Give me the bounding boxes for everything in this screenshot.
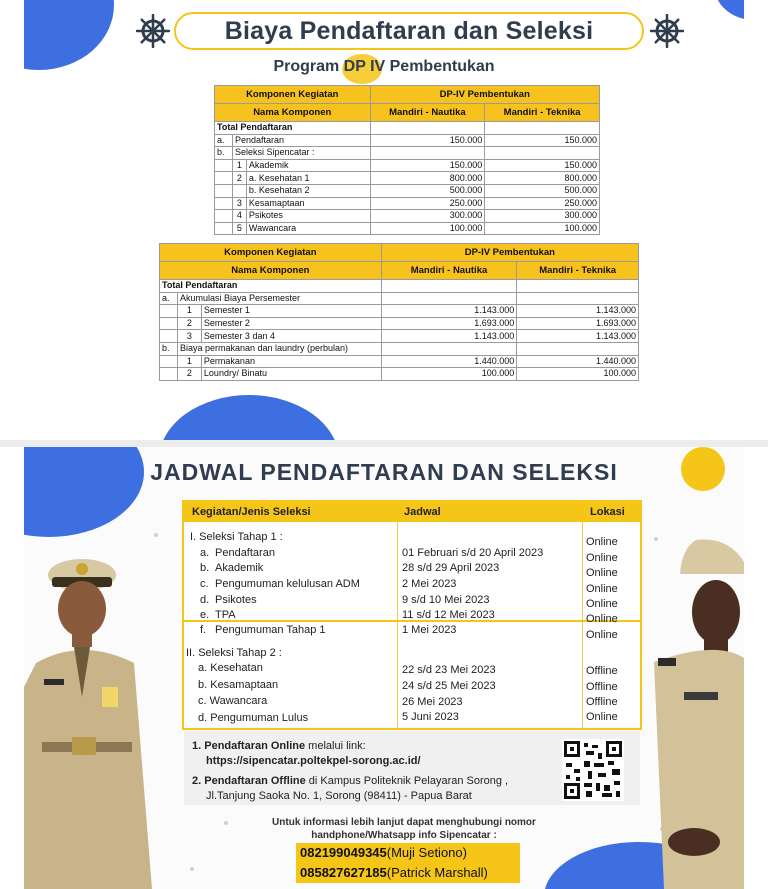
page-title: Biaya Pendaftaran dan Seleksi <box>224 16 594 45</box>
location-label: Online <box>586 567 618 579</box>
table-row: 5 Wawancara 100.000 100.000 <box>215 222 600 235</box>
stage1-item-letter: d. <box>200 594 210 606</box>
table-row: a. Pendaftaran 150.000 150.000 <box>215 134 600 147</box>
location-label: Online <box>586 552 618 564</box>
table-row: b. Kesehatan 2 500.000 500.000 <box>215 184 600 197</box>
stage1-item-date: 01 Februari s/d 20 April 2023 <box>402 547 544 559</box>
ship-wheel-icon <box>650 14 684 48</box>
contact-instructions: Untuk informasi lebih lanjut dapat menghubungi nomor handphone/Whatsapp info Sipencatar : <box>272 817 536 841</box>
table-section-row: Total Pendaftaran <box>160 280 639 293</box>
location-label: Online <box>586 583 618 595</box>
semester-fee-table <box>159 243 639 381</box>
table-row: b. Biaya permakanan dan laundry (perbulan) <box>160 342 639 355</box>
stage1-title: I. Seleksi Tahap 1 : <box>190 531 283 543</box>
stage2-item-date: 24 s/d 25 Mei 2023 <box>402 680 496 692</box>
table-row: 2 Semester 2 1.693.000 1.693.000 <box>160 317 639 330</box>
table-subheader: Nama Komponen Mandiri - Nautika Mandiri - Teknika <box>215 104 600 122</box>
table-row: b. Seleksi Sipencatar : <box>215 147 600 160</box>
fee-page <box>24 0 744 440</box>
table-row: 1 Akademik 150.000 150.000 <box>215 159 600 172</box>
table-subheader: Nama Komponen Mandiri - Nautika Mandiri - Teknika <box>160 262 639 280</box>
blue-bottom-shape <box>159 395 339 440</box>
stage1-item-letter: e. <box>200 609 210 621</box>
stage2-item-name: c. Wawancara <box>198 695 268 707</box>
stage1-item-name: Pengumuman kelulusan ADM <box>215 578 360 590</box>
decorative-dot <box>154 533 158 537</box>
stage1-item-date: 11 s/d 12 Mei 2023 <box>402 609 495 621</box>
table-row: 1 Permakanan 1.440.000 1.440.000 <box>160 355 639 368</box>
stage1-item-letter: a. <box>200 547 210 559</box>
female-cadet-photo <box>24 547 184 889</box>
column-header-kegiatan: Kegiatan/Jenis Seleksi <box>192 506 311 518</box>
qr-code-icon <box>562 739 624 801</box>
stage1-item-name: Pengumuman Tahap 1 <box>215 624 326 636</box>
location-label: Offline <box>586 665 618 677</box>
table-row: 3 Kesamaptaan 250.000 250.000 <box>215 197 600 210</box>
stage1-item-letter: f. <box>200 624 207 636</box>
schedule-header <box>184 502 640 522</box>
table-row: 2 Loundry/ Binatu 100.000 100.000 <box>160 368 639 381</box>
ship-wheel-icon <box>136 14 170 48</box>
phone-contact-patrick[interactable]: 085827627185(Patrick Marshall) <box>296 863 520 883</box>
male-cadet-photo <box>636 532 744 889</box>
table-row: 3 Semester 3 dan 4 1.143.000 1.143.000 <box>160 330 639 343</box>
column-header-lokasi: Lokasi <box>590 506 625 518</box>
stage1-item-name: Pendaftaran <box>215 547 275 559</box>
location-label: Online <box>586 598 618 610</box>
schedule-title: JADWAL PENDAFTARAN DAN SELEKSI <box>150 459 618 485</box>
stage2-item-date: 22 s/d 23 Mei 2023 <box>402 664 496 676</box>
table-header: Komponen Kegiatan DP-IV Pembentukan <box>215 86 600 104</box>
table-section-row: Total Pendaftaran <box>215 122 600 135</box>
column-divider <box>582 522 583 728</box>
location-label: Online <box>586 711 618 723</box>
location-label: Offline <box>586 696 618 708</box>
location-label: Online <box>586 536 618 548</box>
table-row: 2 a. Kesehatan 1 800.000 800.000 <box>215 172 600 185</box>
stage2-item-name: b. Kesamaptaan <box>198 679 279 691</box>
stage1-item-name: Akademik <box>215 562 264 574</box>
blue-corner-shape <box>714 0 744 20</box>
stage1-item-date: 28 s/d 29 April 2023 <box>402 562 500 574</box>
column-divider <box>397 522 398 728</box>
table-row: a. Akumulasi Biaya Persemester <box>160 292 639 305</box>
stage2-item-name: d. Pengumuman Lulus <box>198 712 309 724</box>
stage2-item-name: a. Kesehatan <box>198 662 263 674</box>
table-header: Komponen Kegiatan DP-IV Pembentukan <box>160 244 639 262</box>
phone-contact-muji[interactable]: 082199049345(Muji Setiono) <box>296 843 520 863</box>
stage1-item-date: 2 Mei 2023 <box>402 578 457 590</box>
location-label: Offline <box>586 681 618 693</box>
program-subtitle: Program DP IV Pembentukan <box>273 58 495 75</box>
page-title-banner <box>174 12 644 50</box>
table-row: 1 Semester 1 1.143.000 1.143.000 <box>160 305 639 318</box>
stage2-item-date: 5 Juni 2023 <box>402 711 459 723</box>
schedule-table <box>182 500 642 730</box>
offline-registration-line: 2. Pendaftaran Offline di Kampus Politeknik Pelayaran Sorong , <box>192 775 509 787</box>
stage1-item-name: Psikotes <box>215 594 257 606</box>
schedule-page <box>24 447 744 889</box>
column-header-jadwal: Jadwal <box>404 506 441 518</box>
stage1-item-date: 9 s/d 10 Mei 2023 <box>402 594 490 606</box>
decorative-dot <box>224 821 228 825</box>
location-label: Online <box>586 613 618 625</box>
registration-fee-table <box>214 85 600 235</box>
stage2-title: II. Seleksi Tahap 2 : <box>186 647 282 659</box>
stage1-item-name: TPA <box>215 609 236 621</box>
stage2-item-date: 26 Mei 2023 <box>402 696 463 708</box>
table-row: 4 Psikotes 300.000 300.000 <box>215 210 600 223</box>
stage1-item-date: 1 Mei 2023 <box>402 624 457 636</box>
location-label: Online <box>586 629 618 641</box>
stage1-item-letter: b. <box>200 562 210 574</box>
registration-link[interactable]: https://sipencatar.poltekpel-sorong.ac.id/ <box>206 755 421 767</box>
decorative-dot <box>190 867 194 871</box>
stage1-item-letter: c. <box>200 578 209 590</box>
page-separator <box>0 440 768 447</box>
online-registration-line: 1. Pendaftaran Online melalui link: <box>192 740 366 752</box>
campus-address: Jl.Tanjung Saoka No. 1, Sorong (98411) - Papua Barat <box>206 790 472 802</box>
